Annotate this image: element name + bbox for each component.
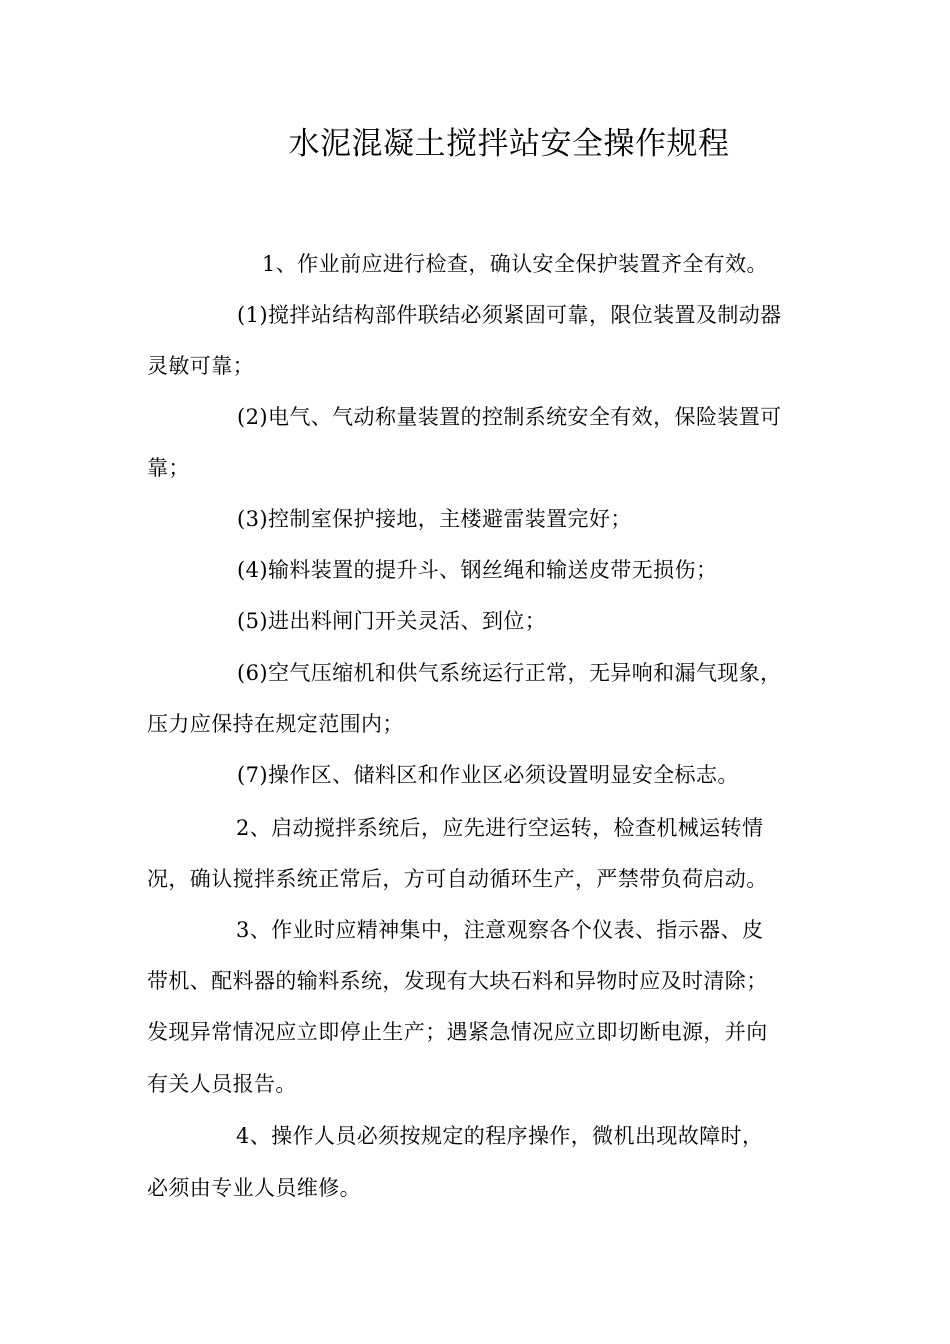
paragraph-line: 有关人员报告。 xyxy=(147,1072,297,1096)
paragraph-line: (4)输料装置的提升斗、钢丝绳和输送皮带无损伤； xyxy=(237,558,718,582)
paragraph-line: (7)操作区、储料区和作业区必须设置明显安全标志。 xyxy=(237,763,739,787)
paragraph-line: 必须由专业人员维修。 xyxy=(147,1176,361,1200)
paragraph-line: 1、作业前应进行检查，确认安全保护装置齐全有效。 xyxy=(262,252,768,276)
paragraph-line: 2、启动搅拌系统后，应先进行空运转，检查机械运转情 xyxy=(236,816,764,840)
paragraph-line: (5)进出料闸门开关灵活、到位； xyxy=(237,609,547,633)
paragraph-line: 发现异常情况应立即停止生产；遇紧急情况应立即切断电源，并向 xyxy=(147,1020,768,1044)
paragraph-line: 4、操作人员必须按规定的程序操作，微机出现故障时， xyxy=(236,1124,764,1148)
document-title: 水泥混凝土搅拌站安全操作规程 xyxy=(288,126,730,162)
paragraph-line: (6)空气压缩机和供气系统运行正常，无异响和漏气现象， xyxy=(237,661,782,685)
paragraph-line: (2)电气、气动称量装置的控制系统安全有效，保险装置可 xyxy=(237,405,782,429)
paragraph-line: 带机、配料器的输料系统，发现有大块石料和异物时应及时清除； xyxy=(147,969,768,993)
paragraph-line: (3)控制室保护接地，主楼避雷装置完好； xyxy=(237,507,632,531)
paragraph-line: 压力应保持在规定范围内； xyxy=(147,712,404,736)
paragraph-line: 况，确认搅拌系统正常后，方可自动循环生产，严禁带负荷启动。 xyxy=(147,867,768,891)
paragraph-line: 灵敏可靠； xyxy=(147,354,254,378)
paragraph-line: 靠； xyxy=(147,456,190,480)
paragraph-line: (1)搅拌站结构部件联结必须紧固可靠，限位装置及制动器 xyxy=(237,303,782,327)
paragraph-line: 3、作业时应精神集中，注意观察各个仪表、指示器、皮 xyxy=(236,918,764,942)
